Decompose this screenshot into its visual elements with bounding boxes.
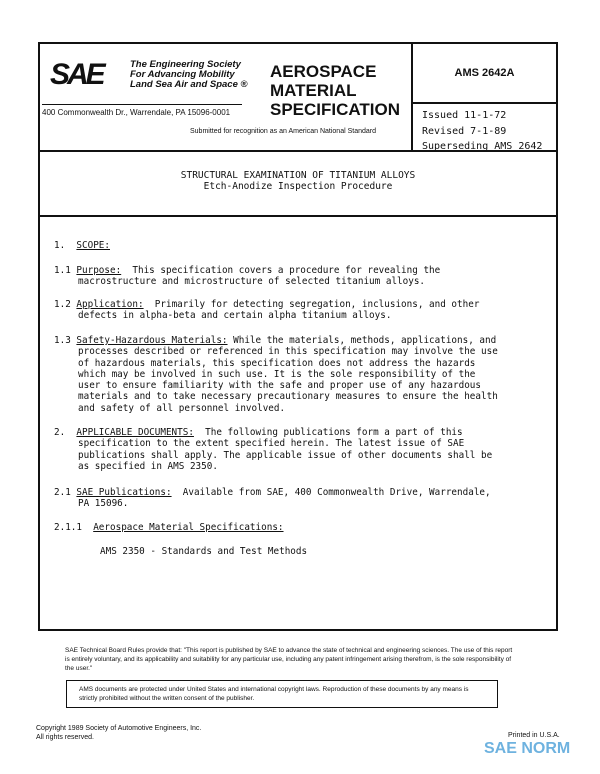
section-text: defects in alpha-beta and certain alpha titanium alloys.	[78, 310, 392, 322]
printed-in: Printed in U.S.A.	[508, 732, 560, 739]
revised-date: Revised 7-1-89	[422, 125, 507, 137]
section-number: 2.	[54, 427, 66, 438]
section-text: and safety of all personnel involved.	[78, 402, 286, 414]
doc-type	[270, 62, 400, 119]
watermark: SAE NORM	[484, 740, 571, 757]
section-2	[54, 427, 524, 472]
section-1-3	[54, 335, 524, 414]
doc-type-line: AEROSPACE	[270, 62, 377, 81]
copyright	[36, 724, 201, 742]
society-tagline	[130, 60, 248, 90]
section-text: user to ensure familiarity with the safe and proper use of any hazardous	[78, 380, 481, 392]
section-text: PA 15096.	[78, 498, 129, 510]
sae-logo: SAE	[50, 58, 103, 91]
section-text: This specification covers a procedure for revealing the	[132, 265, 441, 276]
tagline-line: For Advancing Mobility	[130, 69, 235, 80]
section-text: as specified in AMS 2350.	[78, 460, 218, 472]
section-heading: Aerospace Material Specifications:	[93, 522, 284, 533]
title-main: STRUCTURAL EXAMINATION OF TITANIUM ALLOYS	[180, 170, 416, 181]
reference-item: AMS 2350 - Standards and Test Methods	[100, 546, 308, 557]
doc-type-line: MATERIAL	[270, 81, 357, 100]
section-2-1-1	[54, 522, 524, 533]
section-text: processes described or referenced in this specification may involve the use	[78, 346, 498, 358]
section-number: 2.1	[54, 487, 71, 498]
section-1-2	[54, 299, 524, 322]
doc-title	[40, 152, 556, 217]
tagline-line: Land Sea Air and Space ®	[130, 79, 248, 90]
section-heading: SCOPE:	[76, 240, 110, 251]
header	[40, 44, 556, 152]
address: 400 Commonwealth Dr., Warrendale, PA 15096-0001	[42, 104, 242, 117]
section-1	[54, 240, 524, 251]
section-2-1	[54, 487, 524, 510]
section-text: macrostructure and microstructure of selected titanium alloys.	[78, 276, 426, 288]
section-heading: SAE Publications:	[76, 487, 172, 498]
section-heading: Purpose:	[76, 265, 122, 276]
tagline-line: The Engineering Society	[130, 59, 241, 70]
section-text: Available from SAE, 400 Commonwealth Drive, Warrendale,	[182, 487, 491, 498]
section-text: Primarily for detecting segregation, inclusions, and other	[154, 299, 480, 310]
section-heading: Safety-Hazardous Materials:	[76, 335, 228, 346]
section-text: publications shall apply. The applicable issue of other documents shall be	[78, 449, 493, 461]
section-text: which may be involved in such use. It is the sole responsibility of the	[78, 368, 476, 380]
section-number: 1.2	[54, 299, 71, 310]
superseding: Superseding AMS 2642	[422, 141, 543, 152]
submitted-note: Submitted for recognition as an American National Standard	[190, 128, 376, 135]
title-sub: Etch-Anodize Inspection Procedure	[203, 181, 393, 192]
section-text: materials and to take necessary precautionary measures to ensure the health	[78, 391, 498, 403]
section-number: 1.1	[54, 265, 71, 276]
issued-date: Issued 11-1-72	[422, 110, 507, 121]
section-text: specification to the extent specified herein. The latest issue of SAE	[78, 438, 465, 450]
section-text: of hazardous materials, this specification does not address the hazards	[78, 357, 476, 369]
doc-type-line: SPECIFICATION	[270, 100, 401, 119]
copyright-line: Copyright 1989 Society of Automotive Engineers, Inc.	[36, 725, 202, 732]
section-1-1	[54, 265, 524, 288]
section-number: 1.3	[54, 335, 71, 346]
document-frame	[38, 42, 558, 631]
rights-line: All rights reserved.	[36, 734, 94, 741]
copyright-notice: AMS documents are protected under United States and international copyright laws. Reproduction of these documents by any means is strictly prohibited without the written consent of the publisher.	[66, 680, 498, 708]
board-rules: SAE Technical Board Rules provide that: "This report is published by SAE to advance the state of technical and engineering sciences. The use of this report is entirely voluntary, and its applicability and suitability for any particular use, including any patent infringement arising therefrom, is the sole responsibility of the user."	[65, 647, 513, 672]
section-text: While the materials, methods, applications, and	[233, 335, 497, 346]
section-text: The following publications form a part of this	[205, 427, 463, 438]
section-heading: APPLICABLE DOCUMENTS:	[76, 427, 194, 438]
section-number: 2.1.1	[54, 522, 82, 533]
dates	[422, 108, 542, 155]
doc-number: AMS 2642A	[413, 44, 556, 104]
section-number: 1.	[54, 240, 66, 251]
section-heading: Application:	[76, 299, 144, 310]
